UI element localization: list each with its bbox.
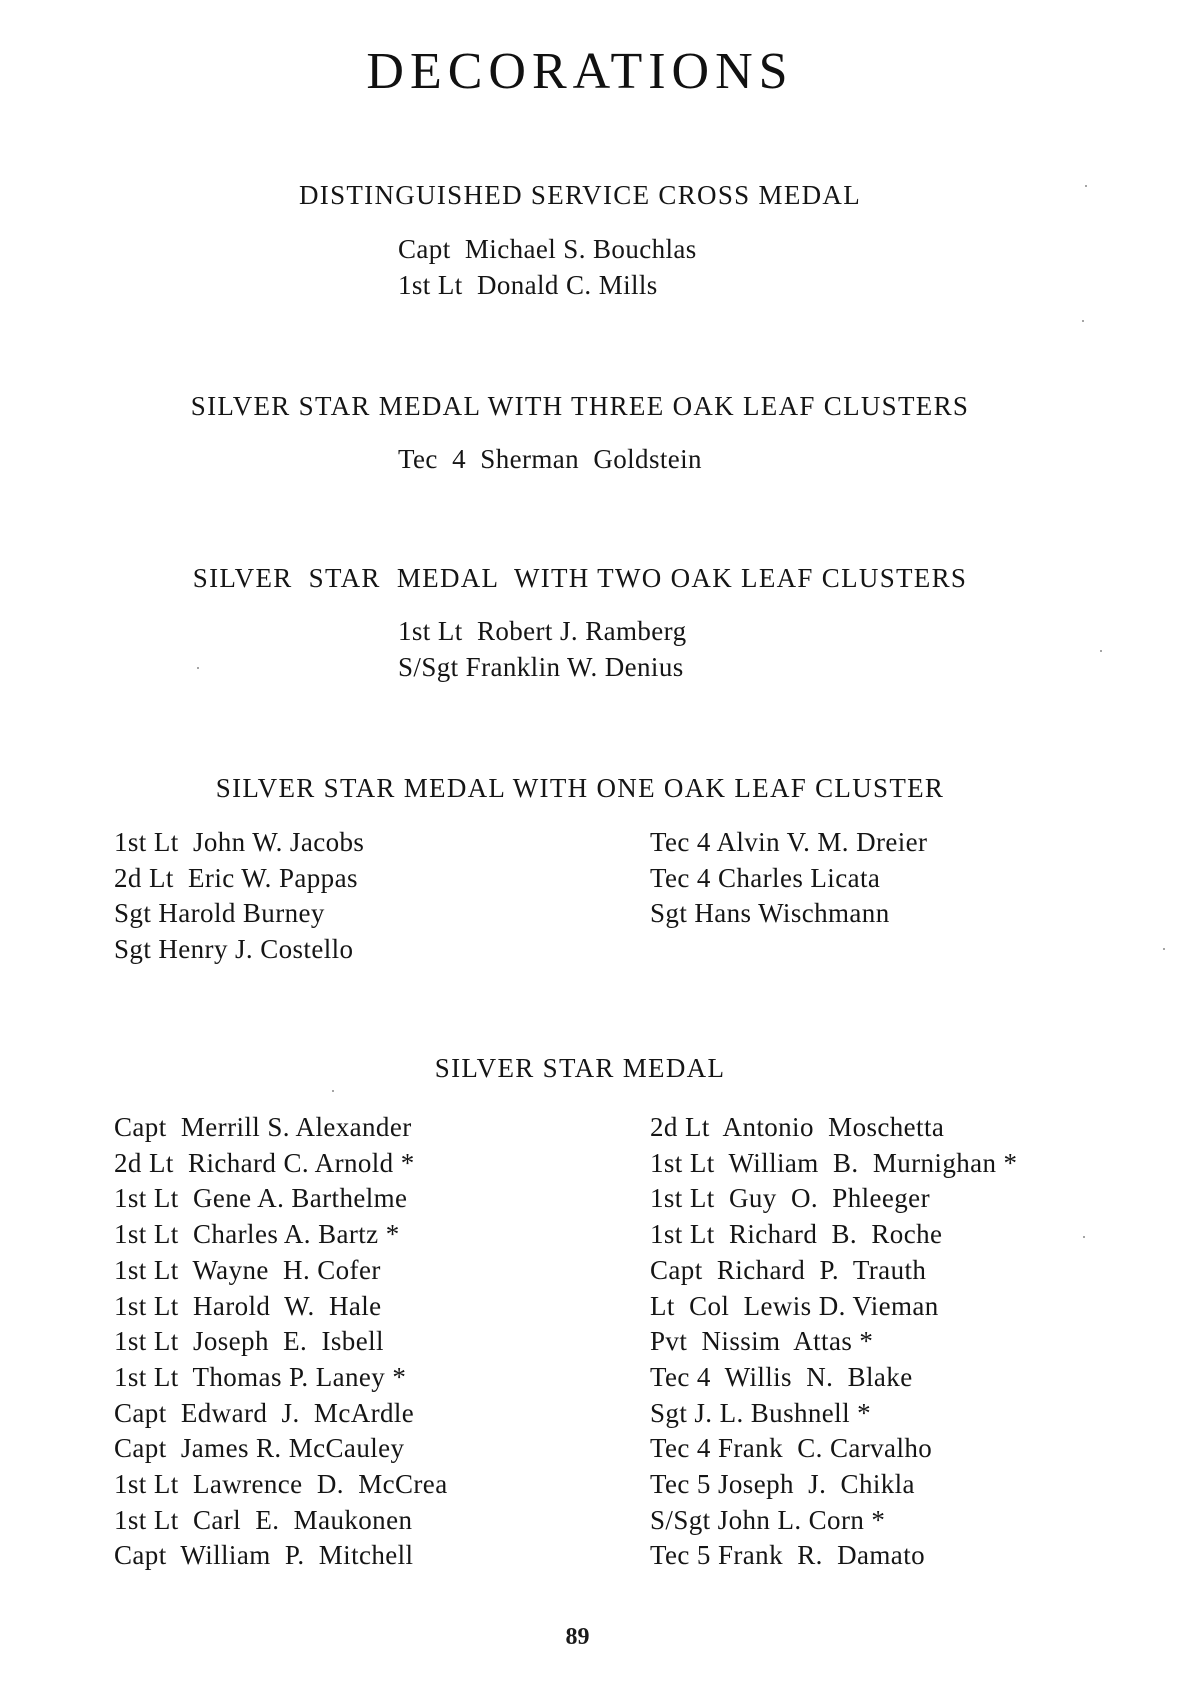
awardee-name: 1st Lt Wayne H. Cofer: [114, 1254, 381, 1285]
awardee-name: 1st Lt Robert J. Ramberg: [398, 616, 687, 646]
ss-right-column: [650, 1110, 1017, 1574]
section-heading-ss: SILVER STAR MEDAL: [434, 1053, 726, 1083]
awardee-name: Tec 5 Frank R. Damato: [650, 1540, 925, 1571]
scan-speck: [197, 667, 199, 669]
awardee-name: 2d Lt Eric W. Pappas: [114, 862, 358, 893]
awardee-name: 1st Lt Harold W. Hale: [114, 1290, 382, 1321]
awardee-name: Capt William P. Mitchell: [114, 1540, 414, 1571]
awardee-name: Lt Col Lewis D. Vieman: [650, 1290, 939, 1321]
awardee-name: Tec 4 Frank C. Carvalho: [650, 1433, 933, 1464]
scan-speck: [1083, 1236, 1085, 1238]
section-heading-ss-three-olc: SILVER STAR MEDAL WITH THREE OAK LEAF CLUSTERS: [190, 391, 970, 421]
ss-three-olc-names: [398, 442, 702, 478]
scan-speck: [332, 1090, 334, 1092]
awardee-name: 1st Lt Thomas P. Laney *: [114, 1361, 407, 1392]
awardee-name: Tec 4 Willis N. Blake: [650, 1361, 913, 1392]
awardee-name: 1st Lt Lawrence D. McCrea: [114, 1469, 448, 1500]
scan-speck: [1100, 650, 1102, 652]
awardee-name: Tec 5 Joseph J. Chikla: [650, 1469, 915, 1500]
awardee-name: Capt Merrill S. Alexander: [114, 1112, 412, 1142]
scan-speck: [1163, 948, 1165, 950]
awardee-name: 1st Lt William B. Murnighan *: [650, 1147, 1018, 1178]
awardee-name: Tec 4 Sherman Goldstein: [398, 444, 702, 474]
awardee-name: 1st Lt Joseph E. Isbell: [114, 1326, 384, 1357]
awardee-name: Tec 4 Charles Licata: [650, 862, 881, 893]
awardee-name: Sgt Hans Wischmann: [650, 898, 890, 929]
awardee-name: Capt Michael S. Bouchlas: [398, 234, 697, 264]
awardee-name: 1st Lt Gene A. Barthelme: [114, 1183, 408, 1214]
page-title: DECORATIONS: [366, 43, 794, 100]
ss-one-olc-right-column: [650, 825, 927, 932]
dsc-names: [398, 232, 697, 303]
awardee-name: S/Sgt John L. Corn *: [650, 1504, 886, 1535]
scan-speck: [1082, 320, 1084, 322]
section-heading-ss-one-olc: SILVER STAR MEDAL WITH ONE OAK LEAF CLUSTER: [215, 773, 945, 803]
awardee-name: 2d Lt Antonio Moschetta: [650, 1112, 945, 1142]
awardee-name: Sgt Henry J. Costello: [114, 934, 354, 965]
awardee-name: Tec 4 Alvin V. M. Dreier: [650, 827, 928, 857]
page-number: 89: [565, 1624, 590, 1650]
awardee-name: 1st Lt Carl E. Maukonen: [114, 1504, 413, 1535]
awardee-name: Capt James R. McCauley: [114, 1433, 405, 1464]
awardee-name: Pvt Nissim Attas *: [650, 1326, 874, 1357]
ss-one-olc-left-column: [114, 825, 364, 968]
awardee-name: 1st Lt John W. Jacobs: [114, 827, 365, 857]
section-heading-dsc: DISTINGUISHED SERVICE CROSS MEDAL: [298, 180, 862, 210]
section-heading-ss-two-olc: SILVER STAR MEDAL WITH TWO OAK LEAF CLUSTERS: [192, 563, 968, 593]
awardee-name: Sgt Harold Burney: [114, 898, 325, 929]
awardee-name: Capt Edward J. McArdle: [114, 1397, 415, 1428]
ss-two-olc-names: [398, 614, 686, 685]
awardee-name: 1st Lt Guy O. Phleeger: [650, 1183, 930, 1214]
awardee-name: 1st Lt Richard B. Roche: [650, 1219, 943, 1250]
awardee-name: Sgt J. L. Bushnell *: [650, 1397, 872, 1428]
awardee-name: S/Sgt Franklin W. Denius: [398, 651, 684, 682]
awardee-name: 1st Lt Charles A. Bartz *: [114, 1219, 400, 1250]
awardee-name: 1st Lt Donald C. Mills: [398, 269, 658, 300]
scan-speck: [1085, 185, 1087, 187]
awardee-name: 2d Lt Richard C. Arnold *: [114, 1147, 415, 1178]
ss-left-column: [114, 1110, 448, 1574]
awardee-name: Capt Richard P. Trauth: [650, 1254, 927, 1285]
